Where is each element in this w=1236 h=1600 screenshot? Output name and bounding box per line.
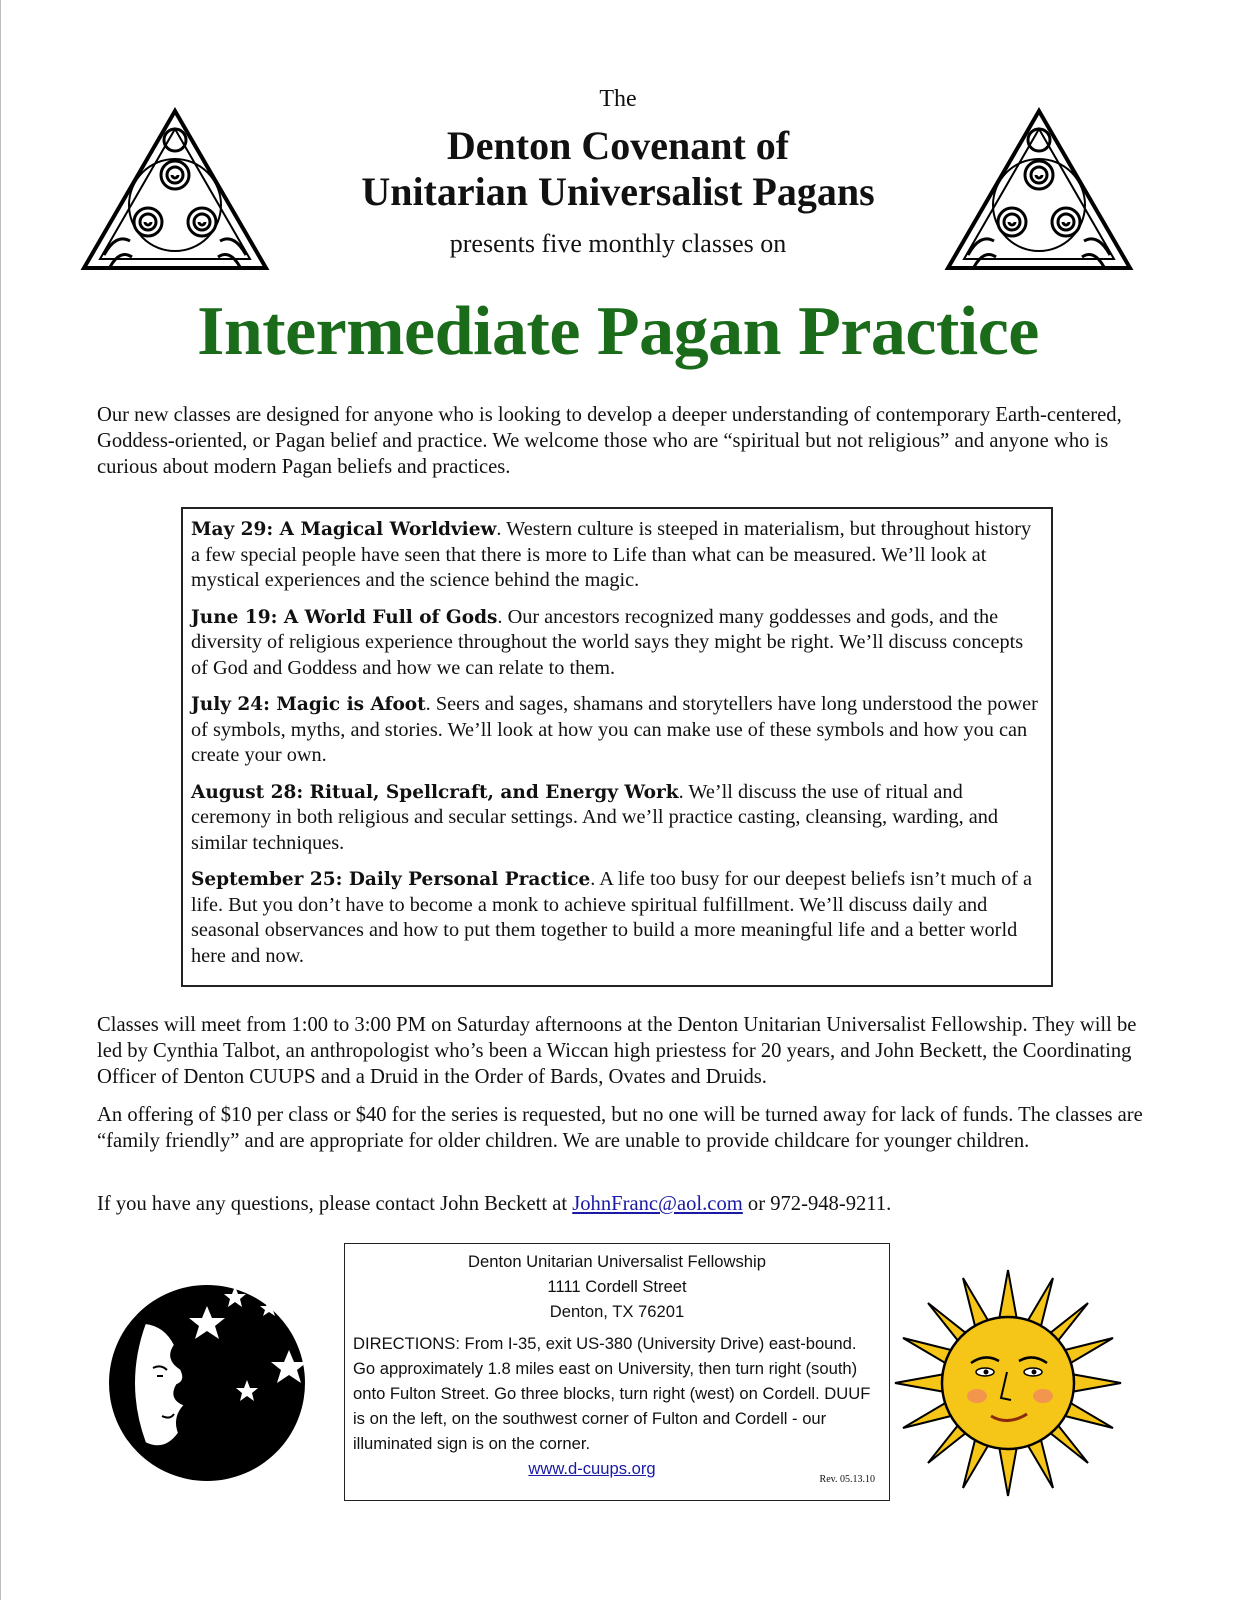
venue-street: 1111 Cordell Street: [547, 1277, 687, 1296]
venue-city: Denton, TX 76201: [549, 1302, 685, 1321]
class-heading: June 19: A World Full of Gods: [191, 606, 498, 628]
class-entry: [191, 692, 1043, 769]
class-entry: [191, 517, 1043, 594]
sun-face-icon: [893, 1268, 1123, 1498]
class-description: . Seers and sages, shamans and storytellers have long understood the power of symbols, myths, and stories. We’ll look at how you can make use of these symbols and how you can create your own.: [191, 693, 1038, 766]
schedule-paragraph: Classes will meet from 1:00 to 3:00 PM on Saturday afternoons at the Denton Unitarian Universalist Fellowship. They will be led by Cynthia Talbot, an anthropologist who’s been a Wiccan high priestess for 20 years, and John Beckett, the Coordinating Officer of Denton CUUPS and a Druid in the Order of Bards, Ovates and Druids.: [97, 1014, 1137, 1088]
venue-name: Denton Unitarian Universalist Fellowship: [468, 1252, 766, 1271]
class-description: . Our ancestors recognized many goddesses and gods, and the diversity of religious experience throughout the world says they might be right. We’ll discuss concepts of God and Goddess and how we can relate to them.: [191, 605, 1024, 679]
website-link[interactable]: www.d-cuups.org: [528, 1459, 656, 1478]
contact-paragraph: [97, 1191, 1147, 1217]
class-description: . Western culture is steeped in materialism, but throughout history a few special people have seen that there is more to Life than what can be measured. We’ll look at mystical experiences and the science behind the magic.: [191, 518, 1032, 591]
revision-note: Rev. 05.13.10: [819, 1474, 875, 1485]
class-schedule-box: [181, 507, 1053, 987]
contact-prefix: If you have any questions, please contact John Beckett at: [97, 1193, 573, 1215]
class-heading: July 24: Magic is Afoot: [191, 694, 426, 715]
org-name-line1: Denton Covenant of: [446, 123, 790, 168]
class-description: . A life too busy for our deepest beliefs isn’t much of a life. But you don’t have to become a monk to achieve spiritual fulfillment. We’ll discuss daily and seasonal observances and how to put them together to build a more meaningful life and a better world here and now.: [191, 868, 1033, 967]
class-entry: [191, 780, 1043, 857]
class-heading: May 29: A Magical Worldview: [191, 519, 497, 540]
class-entry: [191, 867, 1043, 969]
header-the: The: [599, 86, 637, 112]
class-entry: [191, 605, 1043, 682]
contact-email-link[interactable]: JohnFranc@aol.com: [572, 1193, 743, 1215]
intro-paragraph: Our new classes are designed for anyone who is looking to develop a deeper understanding of contemporary Earth-centered, Goddess-oriented, or Pagan belief and practice. We welcome those who are “spiritual but not religious” and anyone who is curious about modern Pagan beliefs and practices.: [97, 404, 1122, 478]
org-name-line2: Unitarian Universalist Pagans: [361, 169, 875, 214]
contact-suffix: or 972-948-9211.: [742, 1193, 892, 1215]
moon-stars-icon: [107, 1268, 307, 1498]
class-heading: September 25: Daily Personal Practice: [191, 869, 591, 890]
class-description: . We’ll discuss the use of ritual and ceremony in both religious and secular settings. And we’ll practice casting, cleansing, warding, and similar techniques.: [191, 780, 999, 854]
presents-line: presents five monthly classes on: [449, 229, 787, 258]
page-title: Intermediate Pagan Practice: [197, 293, 1039, 370]
class-heading: August 28: Ritual, Spellcraft, and Energy Work: [191, 781, 679, 803]
offering-paragraph: An offering of $10 per class or $40 for the series is requested, but no one will be turned away for lack of funds. The classes are “family friendly” and are appropriate for older children. We are unable to provide childcare for younger children.: [97, 1104, 1143, 1152]
address-directions-box: [344, 1243, 890, 1501]
directions-text: DIRECTIONS: From I-35, exit US-380 (University Drive) east-bound. Go approximately 1.8 miles east on University, then turn right (south) onto Fulton Street. Go three blocks, turn right (west) on Cordell. DUUF is on the left, on the southwest corner of Fulton and Cordell - our illuminated sign is on the corner.: [353, 1334, 871, 1453]
